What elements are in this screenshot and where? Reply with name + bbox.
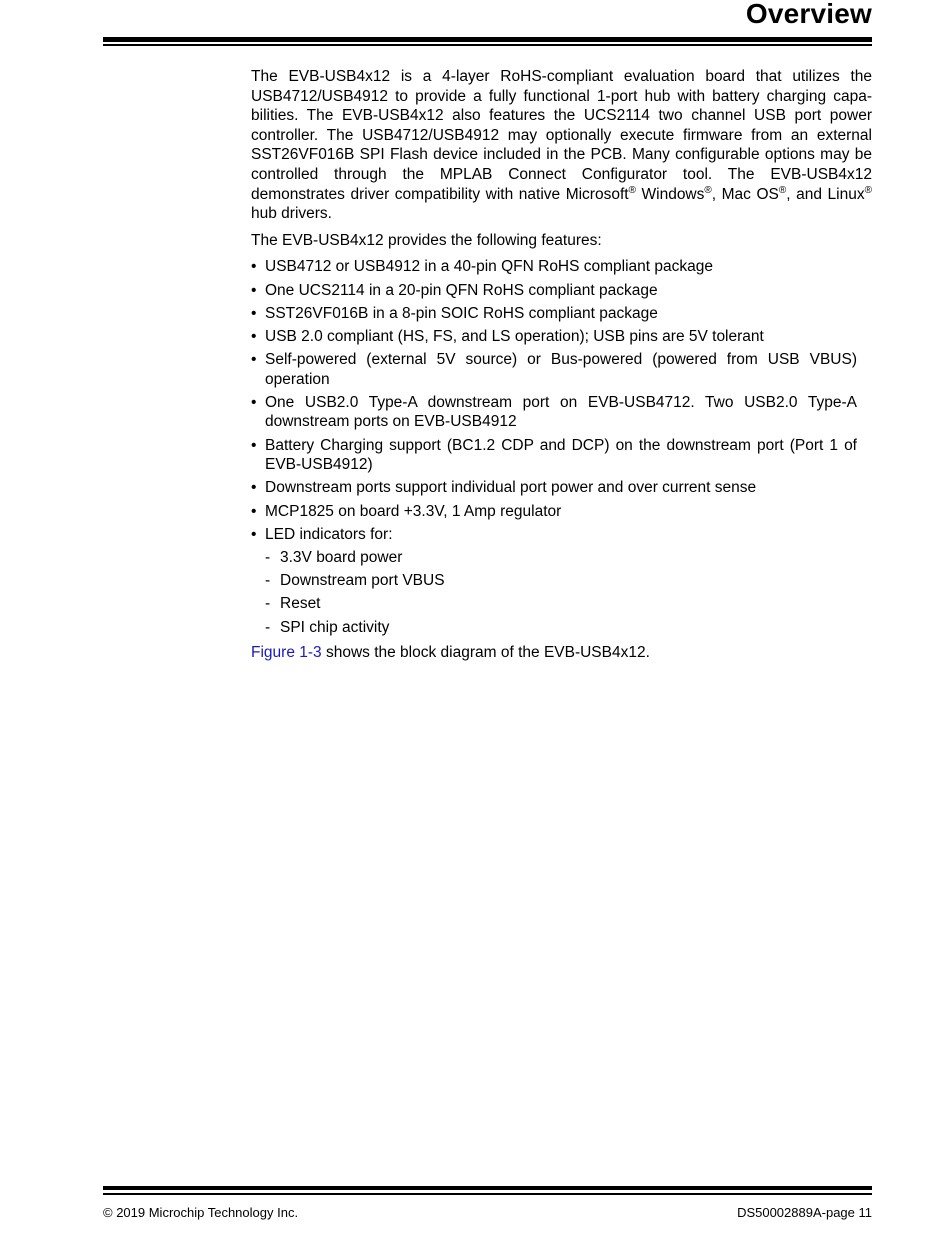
dash-icon: - bbox=[265, 618, 271, 636]
dash-icon: - bbox=[265, 572, 271, 590]
list-item: • LED indicators for: bbox=[251, 525, 393, 543]
closing-paragraph: Figure 1-3 shows the block diagram of the EVB-USB4x12. bbox=[251, 644, 650, 662]
bullet-icon: • bbox=[251, 525, 257, 543]
figure-link[interactable]: Figure 1-3 bbox=[251, 644, 322, 662]
dash-icon: - bbox=[265, 549, 271, 566]
list-item: • USB4712 or USB4912 in a 40-pin QFN RoHS compliant package bbox=[251, 258, 714, 276]
header-rule-thin bbox=[103, 44, 872, 46]
sub-list-item: - SPI chip activity bbox=[265, 618, 390, 636]
intro-paragraph: The EVB-USB4x12 is a 4-layer RoHS-compliant evaluation board that utilizes the USB4712/USB4912 to provide a fully functional 1-port hub with battery charging capa-bilities. The EVB-USB4x12 also features the UCS2114 two channel USB port power controller. The USB4712/USB4912 may optionally execute firmware from an external SST26VF016B SPI Flash device included in the PCB. Many configurable options may be controlled through the MPLAB Connect Configurator tool. The EVB-USB4x12 demonstrates driver compatibility with native Microsoft® Windows®, Mac OS®, and Linux® hub drivers. bbox=[251, 68, 872, 223]
bullet-icon: • bbox=[251, 327, 257, 345]
sub-list-item: - Reset bbox=[265, 595, 321, 613]
led-indicator-list bbox=[251, 548, 872, 637]
page-number: DS50002889A-page 11 bbox=[737, 1205, 872, 1220]
list-item: • Battery Charging support (BC1.2 CDP and DCP) on the downstream port (Port 1 of EVB-USB4912) bbox=[251, 436, 857, 474]
list-item: • SST26VF016B in a 8-pin SOIC RoHS compliant package bbox=[251, 304, 658, 322]
list-item: • One USB2.0 Type-A downstream port on EVB-USB4712. Two USB2.0 Type-A downstream ports on EVB-USB4912 bbox=[251, 393, 857, 431]
bullet-icon: • bbox=[251, 351, 257, 369]
header-rule-thick bbox=[103, 37, 872, 42]
body-content bbox=[251, 67, 872, 670]
footer-rule-thick bbox=[103, 1186, 872, 1190]
bullet-icon: • bbox=[251, 281, 257, 299]
bullet-icon: • bbox=[251, 502, 257, 520]
list-item: • USB 2.0 compliant (HS, FS, and LS operation); USB pins are 5V tolerant bbox=[251, 327, 764, 345]
copyright-text: © 2019 Microchip Technology Inc. bbox=[103, 1205, 299, 1220]
bullet-icon: • bbox=[251, 258, 257, 276]
bullet-icon: • bbox=[251, 479, 257, 497]
feature-list bbox=[251, 257, 872, 544]
bullet-icon: • bbox=[251, 436, 257, 454]
dash-icon: - bbox=[265, 595, 271, 613]
sub-list-item: - Downstream port VBUS bbox=[265, 572, 445, 590]
bullet-icon: • bbox=[251, 304, 257, 322]
list-item: • Self-powered (external 5V source) or Bus-powered (powered from USB VBUS) operation bbox=[251, 351, 857, 388]
features-intro: The EVB-USB4x12 provides the following features: bbox=[251, 231, 602, 249]
page-title: Overview bbox=[745, 0, 872, 29]
list-item: • Downstream ports support individual port power and over current sense bbox=[251, 479, 757, 497]
list-item: • MCP1825 on board +3.3V, 1 Amp regulator bbox=[251, 502, 562, 520]
bullet-icon: • bbox=[251, 393, 257, 411]
list-item: • One UCS2114 in a 20-pin QFN RoHS compliant package bbox=[251, 281, 658, 299]
footer-rule-thin bbox=[103, 1193, 872, 1195]
sub-list-item: - 3.3V board power bbox=[265, 549, 403, 566]
